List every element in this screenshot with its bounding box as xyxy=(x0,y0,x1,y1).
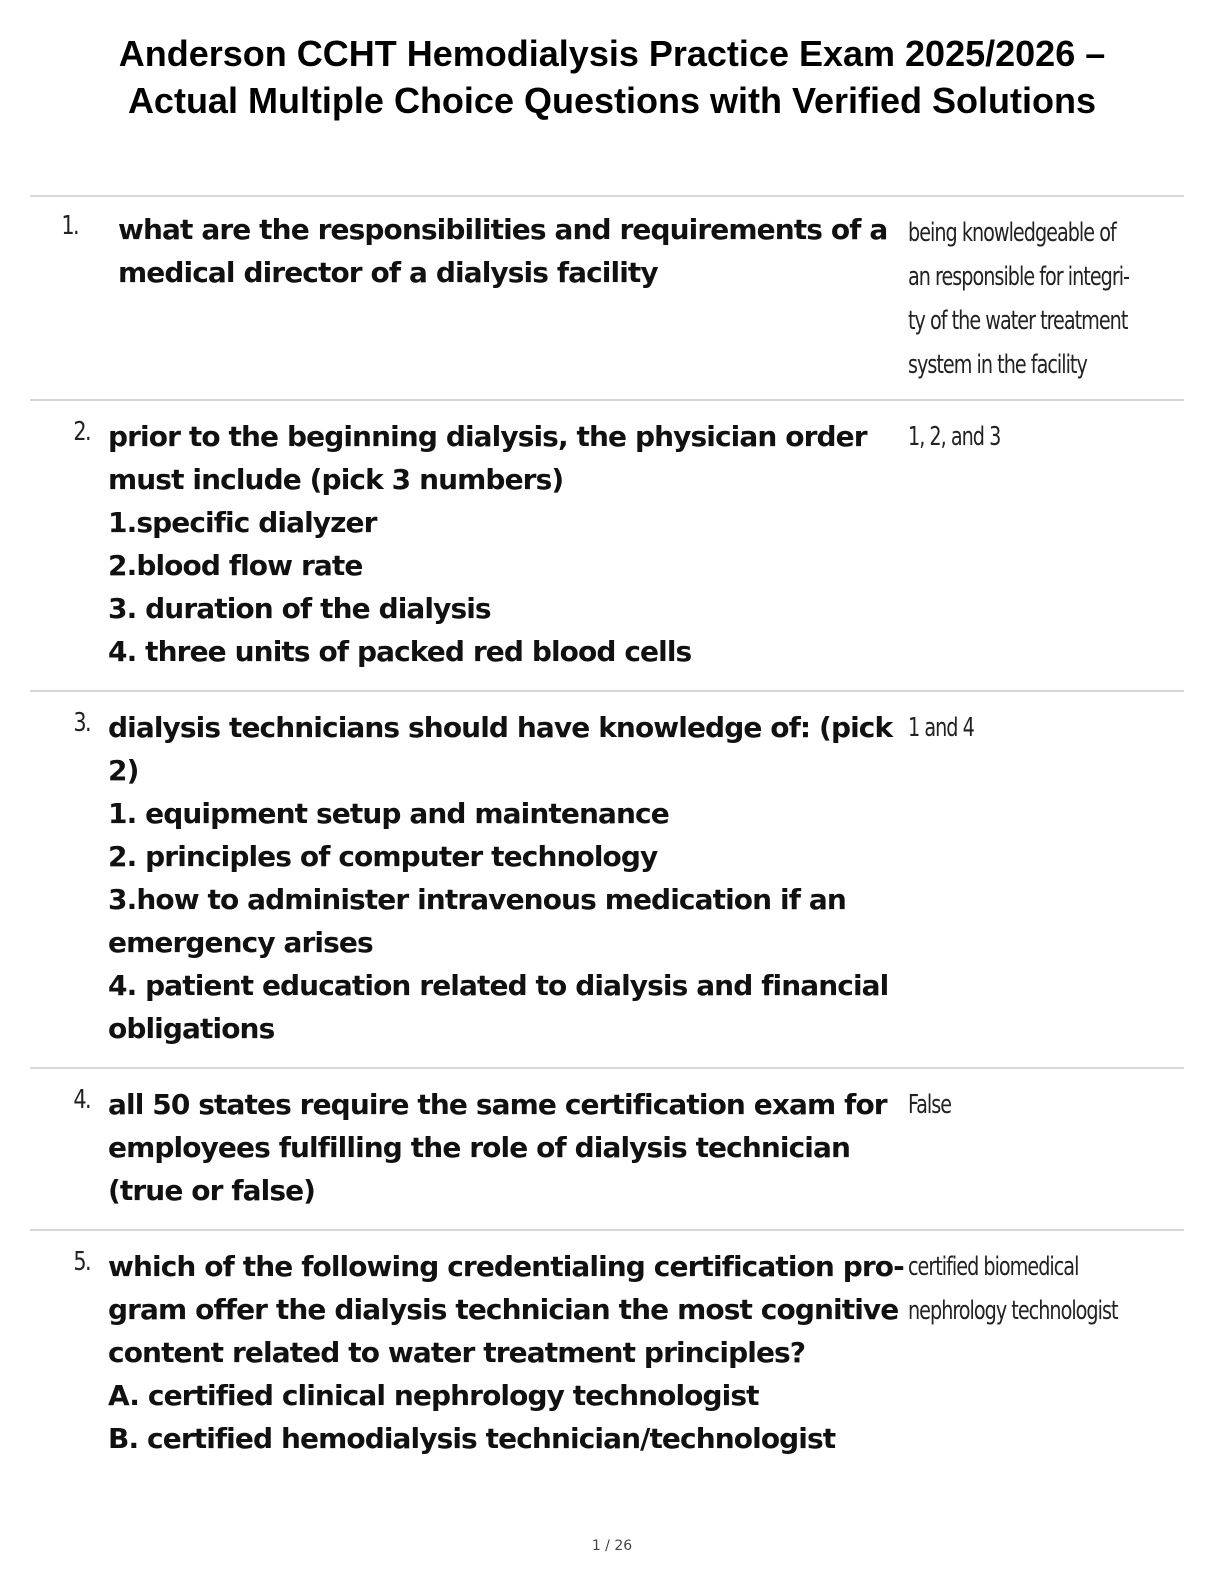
answer-line: 1, 2, and 3 xyxy=(908,422,1001,452)
page-indicator: 1 / 26 xyxy=(591,1538,633,1554)
question-row-3 xyxy=(30,692,1184,1069)
answer-line: being knowledgeable of xyxy=(908,218,1116,248)
question-text xyxy=(108,1245,908,1460)
question-line: 2.blood flow rate xyxy=(108,549,363,582)
question-line: 2. principles of computer technology xyxy=(108,840,658,873)
question-number: 4. xyxy=(73,1085,90,1115)
question-line: 4. patient education related to dialysis and financial xyxy=(108,969,889,1002)
question-text xyxy=(118,208,918,294)
question-line: gram offer the dialysis technician the most cognitive xyxy=(108,1293,899,1326)
question-line: must include (pick 3 numbers) xyxy=(108,463,564,496)
question-text xyxy=(108,415,908,673)
answer-line: 1 and 4 xyxy=(908,713,974,743)
question-row-4 xyxy=(30,1069,1184,1231)
question-number: 1. xyxy=(61,211,78,241)
question-line: 1. equipment setup and maintenance xyxy=(108,797,669,830)
question-line: 4. three units of packed red blood cells xyxy=(108,635,692,668)
question-text xyxy=(108,706,908,1050)
question-number: 5. xyxy=(73,1247,90,1277)
page-title xyxy=(30,30,1194,124)
question-table xyxy=(30,195,1184,1471)
question-line: prior to the beginning dialysis, the physician order xyxy=(108,420,867,453)
question-number: 2. xyxy=(73,417,90,447)
question-text xyxy=(108,1083,908,1212)
question-line: (true or false) xyxy=(108,1174,316,1207)
question-line: emergency arises xyxy=(108,926,373,959)
question-number: 3. xyxy=(73,708,90,738)
question-row-2 xyxy=(30,401,1184,692)
answer-line: an responsible for integri- xyxy=(908,262,1130,292)
question-line: 1.specific dialyzer xyxy=(108,506,377,539)
answer-line: system in the facility xyxy=(908,350,1087,380)
page-title-line-1: Anderson CCHT Hemodialysis Practice Exam 2025/2026 – xyxy=(118,33,1106,74)
question-line: obligations xyxy=(108,1012,275,1045)
question-line: employees fulfilling the role of dialysis technician xyxy=(108,1131,851,1164)
answer-text xyxy=(908,706,1154,750)
question-line: all 50 states require the same certification exam for xyxy=(108,1088,887,1121)
answer-line: certified biomedical xyxy=(908,1252,1079,1282)
answer-line: False xyxy=(908,1090,952,1120)
question-line: medical director of a dialysis facility xyxy=(118,256,658,289)
question-line: what are the responsibilities and requirements of a xyxy=(118,213,888,246)
answer-line: nephrology technologist xyxy=(908,1296,1118,1326)
answer-text xyxy=(908,1245,1154,1333)
question-line: 3. duration of the dialysis xyxy=(108,592,491,625)
question-line: A. certified clinical nephrology technologist xyxy=(108,1379,759,1412)
page-title-line-2: Actual Multiple Choice Questions with Verified Solutions xyxy=(127,80,1097,121)
question-line: which of the following credentialing certification pro- xyxy=(108,1250,904,1283)
answer-text xyxy=(908,415,1154,459)
question-line: B. certified hemodialysis technician/technologist xyxy=(108,1422,836,1455)
question-row-5 xyxy=(30,1231,1184,1471)
answer-text xyxy=(908,1083,1154,1127)
question-line: 2) xyxy=(108,754,139,787)
answer-line: ty of the water treatment xyxy=(908,306,1128,336)
question-line: 3.how to administer intravenous medication if an xyxy=(108,883,846,916)
question-line: dialysis technicians should have knowledge of: (pick xyxy=(108,711,893,744)
question-line: content related to water treatment principles? xyxy=(108,1336,806,1369)
question-row-1 xyxy=(30,197,1184,401)
answer-text xyxy=(908,211,1154,387)
